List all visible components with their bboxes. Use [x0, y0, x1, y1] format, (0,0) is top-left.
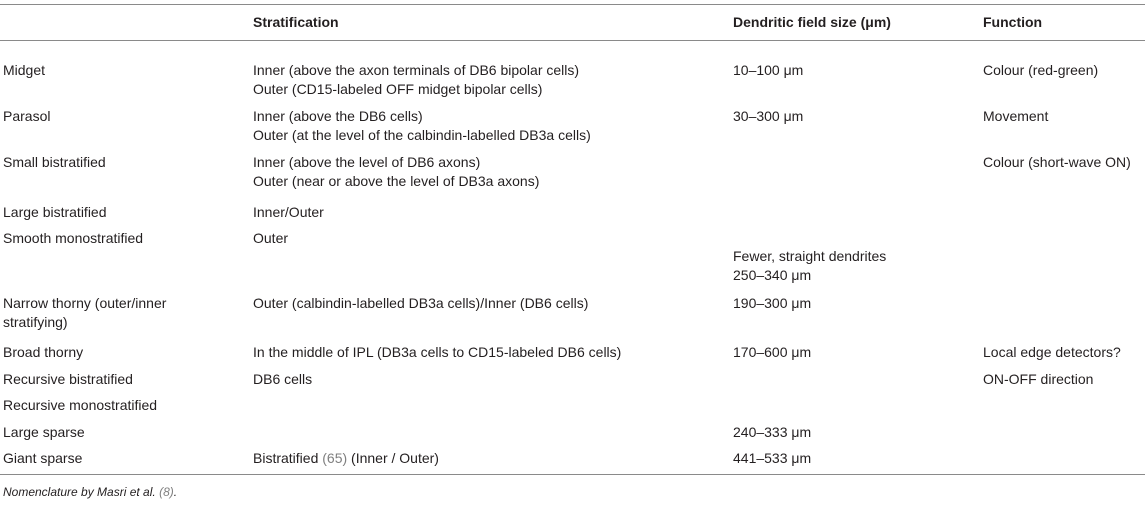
row-small-bistratified-type: Small bistratified	[3, 154, 106, 170]
row-midget-strat-inner: Inner (above the axon terminals of DB6 bipolar cells)	[253, 62, 580, 78]
row-midget-type: Midget	[3, 62, 46, 78]
row-broad-thorny-strat: In the middle of IPL (DB3a cells to CD15-labeled DB6 cells)	[253, 344, 622, 360]
row-small-bistratified-strat-inner: Inner (above the level of DB6 axons)	[253, 154, 481, 170]
row-midget-size: 10–100 μm	[733, 62, 804, 78]
table-header-rule	[0, 40, 1145, 41]
row-fewer-dendrites-size-note: Fewer, straight dendrites	[733, 248, 887, 264]
header-dendritic-field-size: Dendritic field size (μm)	[733, 14, 891, 30]
row-parasol-type: Parasol	[3, 108, 51, 124]
row-broad-thorny-function: Local edge detectors?	[983, 344, 1121, 360]
row-narrow-thorny-size: 190–300 μm	[733, 295, 812, 311]
row-giant-sparse-strat	[253, 449, 439, 467]
row-large-bistratified-strat: Inner/Outer	[253, 204, 324, 220]
citation-link-8[interactable]: (8)	[159, 485, 174, 499]
header-function: Function	[983, 14, 1043, 30]
row-midget-function: Colour (red-green)	[983, 62, 1099, 78]
row-parasol-size: 30–300 μm	[733, 108, 804, 124]
row-giant-sparse-type: Giant sparse	[3, 450, 83, 466]
giant-sparse-strat-detail: (Inner / Outer)	[351, 450, 439, 466]
row-giant-sparse-size: 441–533 μm	[733, 450, 812, 466]
table-footnote	[3, 485, 177, 499]
footnote-text: Nomenclature by Masri et al.	[3, 485, 156, 499]
row-fewer-dendrites-size: 250–340 μm	[733, 267, 812, 283]
table-bottom-rule	[0, 474, 1145, 475]
footnote-period: .	[173, 485, 178, 499]
row-narrow-thorny-type-line1: Narrow thorny (outer/inner	[3, 295, 167, 311]
citation-link-65[interactable]: (65)	[322, 450, 348, 466]
row-parasol-function: Movement	[983, 108, 1049, 124]
row-smooth-monostratified-strat: Outer	[253, 230, 289, 246]
row-smooth-monostratified-type: Smooth monostratified	[3, 230, 144, 246]
row-large-sparse-size: 240–333 μm	[733, 424, 812, 440]
row-recursive-monostratified-type: Recursive monostratified	[3, 397, 158, 413]
row-narrow-thorny-strat: Outer (calbindin-labelled DB3a cells)/Inner (DB6 cells)	[253, 295, 589, 311]
header-stratification: Stratification	[253, 14, 339, 30]
row-large-sparse-type: Large sparse	[3, 424, 85, 440]
row-recursive-bistratified-function: ON-OFF direction	[983, 371, 1094, 387]
row-large-bistratified-type: Large bistratified	[3, 204, 107, 220]
table-top-rule	[0, 4, 1145, 5]
row-parasol-strat-outer: Outer (at the level of the calbindin-labelled DB3a cells)	[253, 127, 591, 143]
row-midget-strat-outer: Outer (CD15-labeled OFF midget bipolar cells)	[253, 81, 543, 97]
row-small-bistratified-function: Colour (short-wave ON)	[983, 154, 1131, 170]
row-narrow-thorny-type-line2: stratifying)	[3, 314, 68, 330]
row-small-bistratified-strat-outer: Outer (near or above the level of DB3a axons)	[253, 173, 540, 189]
row-broad-thorny-size: 170–600 μm	[733, 344, 812, 360]
row-broad-thorny-type: Broad thorny	[3, 344, 84, 360]
row-recursive-bistratified-strat: DB6 cells	[253, 371, 313, 387]
giant-sparse-strat-text: Bistratified	[253, 450, 319, 466]
row-recursive-bistratified-type: Recursive bistratified	[3, 371, 133, 387]
row-parasol-strat-inner: Inner (above the DB6 cells)	[253, 108, 423, 124]
